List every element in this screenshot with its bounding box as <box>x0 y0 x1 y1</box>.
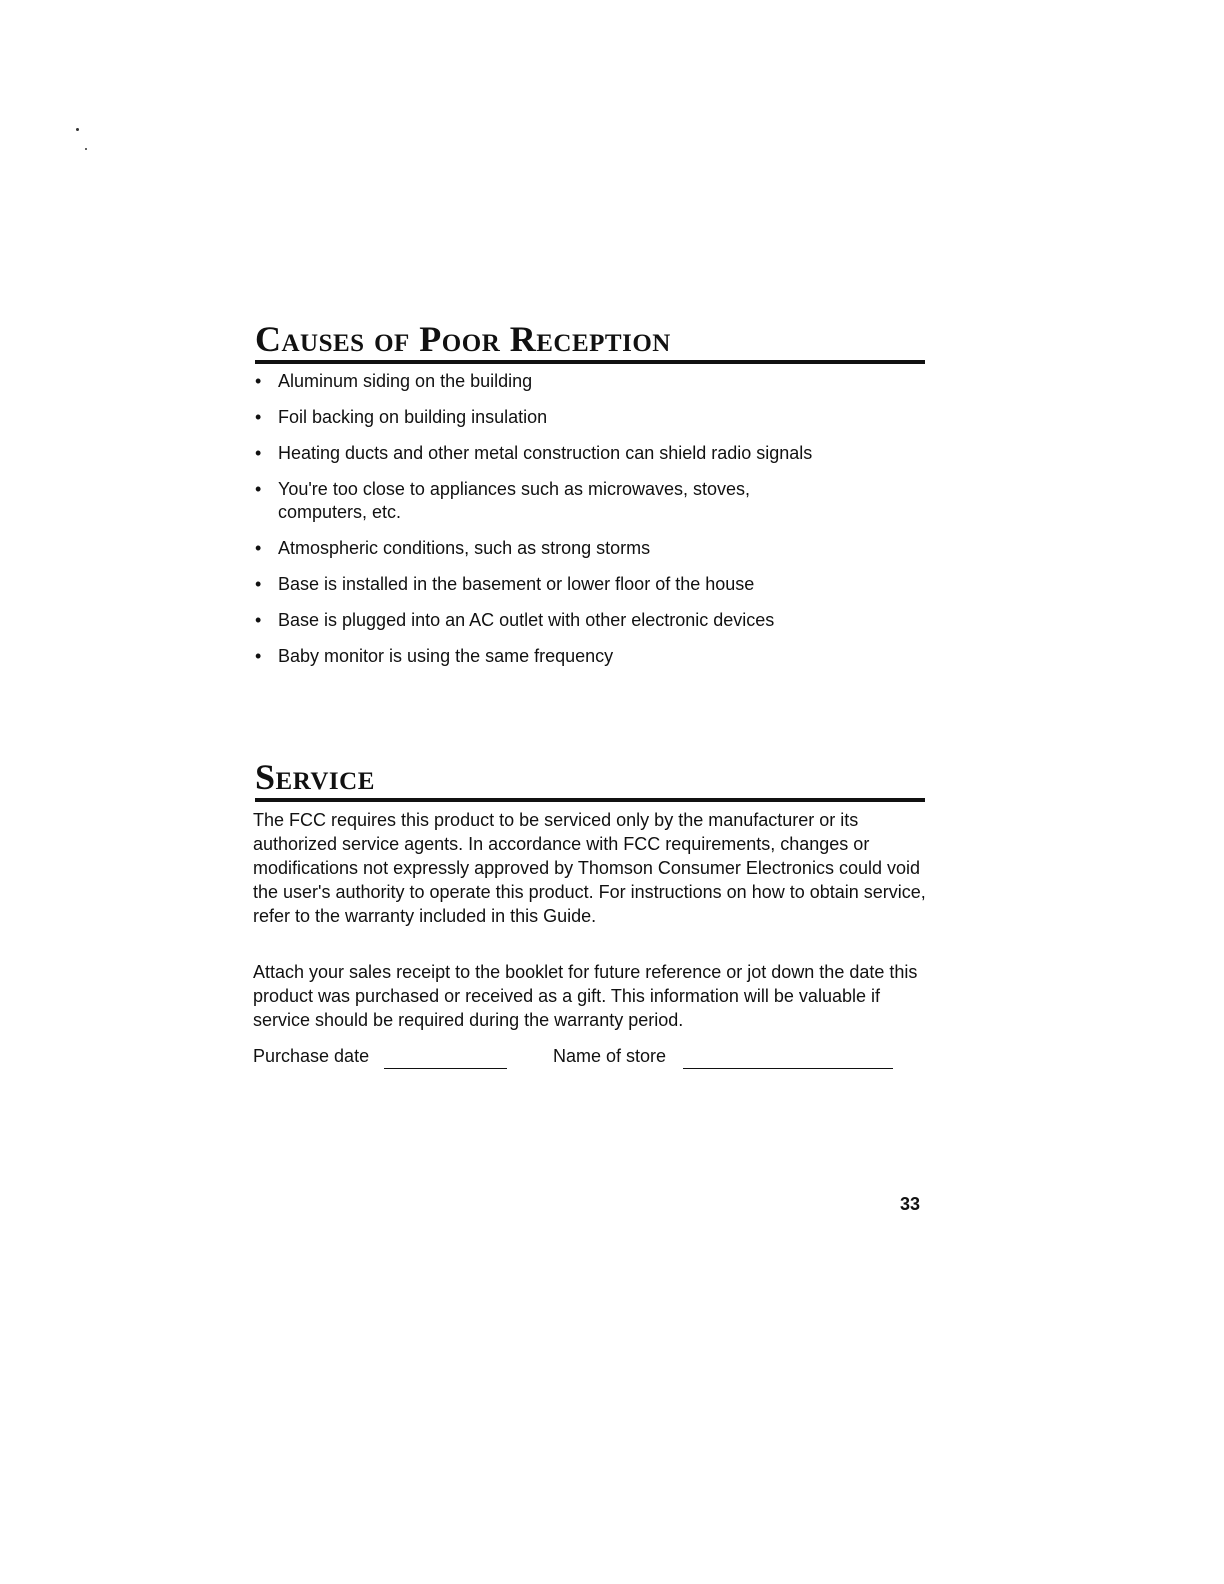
scan-speck <box>76 128 79 131</box>
list-item: • Base is plugged into an AC outlet with other electronic devices <box>255 610 775 630</box>
bullet-icon: • <box>255 443 262 463</box>
list-item: • You're too close to appliances such as microwaves, stoves, computers, etc. <box>255 479 751 522</box>
store-name-label: Name of store <box>553 1046 667 1066</box>
bullet-icon: • <box>255 371 262 391</box>
bullet-icon: • <box>255 538 262 558</box>
scan-speck <box>85 148 87 150</box>
list-item: • Foil backing on building insulation <box>255 407 548 427</box>
causes-list <box>255 370 925 681</box>
purchase-date-label: Purchase date <box>253 1046 370 1066</box>
bullet-icon: • <box>255 646 262 666</box>
list-item: • Heating ducts and other metal construction can shield radio signals <box>255 443 813 463</box>
list-item: • Atmospheric conditions, such as strong storms <box>255 538 651 558</box>
bullet-icon: • <box>255 479 262 499</box>
purchase-info-row <box>253 1044 933 1074</box>
page-number: 33 <box>900 1194 921 1214</box>
purchase-date-blank <box>384 1068 507 1069</box>
section-heading-service: Service <box>255 758 925 802</box>
list-item: • Baby monitor is using the same frequency <box>255 646 614 666</box>
service-paragraph: The FCC requires this product to be serviced only by the manufacturer or its authorized service agents. In accordance with FCC requirements, changes or modifications not expressly approved by Thomson Consumer Electronics could void the user's authority to operate this product. For instructions on how to obtain service, refer to the warranty included in this Guide. <box>253 810 926 926</box>
bullet-icon: • <box>255 407 262 427</box>
receipt-paragraph: Attach your sales receipt to the booklet for future reference or jot down the date this product was purchased or received as a gift. This information will be valuable if service should be required during the warranty period. <box>253 962 918 1030</box>
list-item: • Base is installed in the basement or lower floor of the house <box>255 574 755 594</box>
store-name-blank <box>683 1068 893 1069</box>
bullet-icon: • <box>255 610 262 630</box>
section-heading-causes: Causes of Poor Reception <box>255 320 925 364</box>
bullet-icon: • <box>255 574 262 594</box>
list-item: • Aluminum siding on the building <box>255 371 533 391</box>
